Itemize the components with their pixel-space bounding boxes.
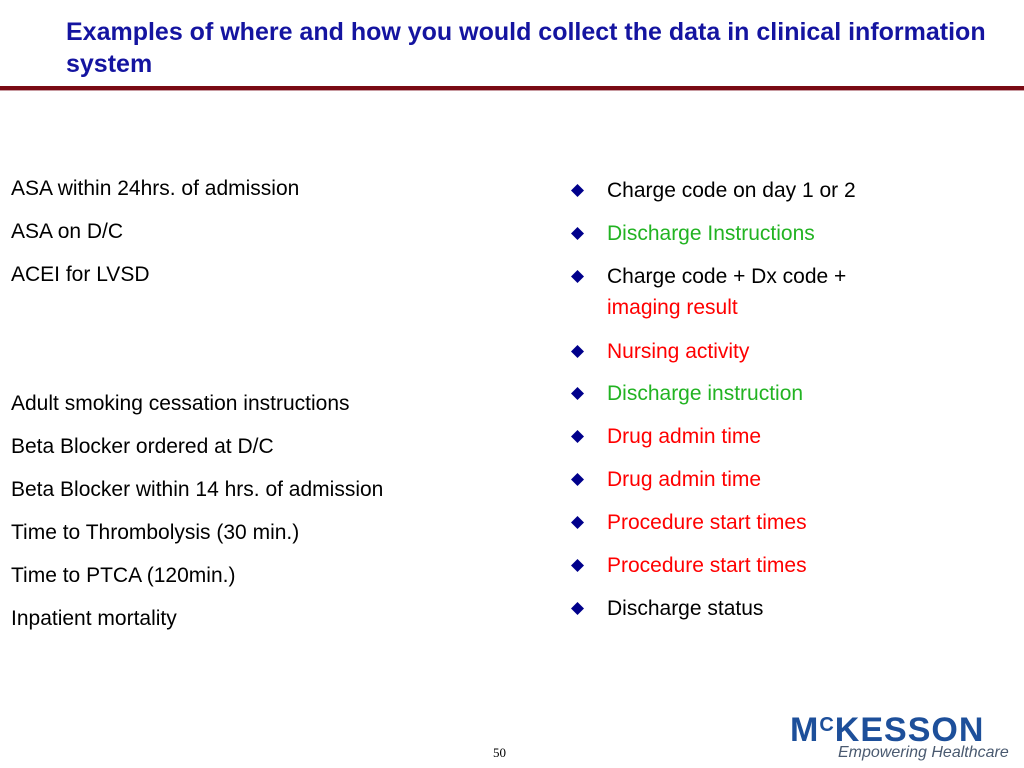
- measure-item: Time to PTCA (120min.): [11, 564, 236, 587]
- data-source-item: Discharge status: [607, 597, 764, 620]
- diamond-bullet-icon: [571, 602, 584, 615]
- diamond-bullet-icon: [571, 387, 584, 400]
- data-source-item: Drug admin time: [607, 468, 762, 491]
- data-source-item-continuation: imaging result: [607, 296, 738, 319]
- diamond-bullet-icon: [571, 270, 584, 283]
- data-source-item: Procedure start times: [607, 511, 807, 534]
- measure-item: Time to Thrombolysis (30 min.): [11, 521, 300, 544]
- title-divider-shadow: [0, 90, 1024, 91]
- data-source-item: Nursing activity: [607, 340, 750, 363]
- data-source-item: Drug admin time: [607, 425, 762, 448]
- data-source-item: Discharge Instructions: [607, 222, 815, 245]
- mckesson-logo: [790, 706, 1010, 768]
- measure-item: Inpatient mortality: [11, 607, 177, 630]
- logo-tagline: Empowering Healthcare: [838, 744, 1009, 761]
- diamond-bullet-icon: [571, 516, 584, 529]
- measure-item: ACEI for LVSD: [11, 263, 150, 286]
- page-number: 50: [493, 745, 506, 760]
- diamond-bullet-icon: [571, 227, 584, 240]
- measure-item: Adult smoking cessation instructions: [11, 392, 350, 415]
- slide-title: Examples of where and how you would collect the data in clinical information system: [66, 18, 986, 78]
- diamond-bullet-icon: [571, 184, 584, 197]
- diamond-bullet-icon: [571, 559, 584, 572]
- measure-item: Beta Blocker ordered at D/C: [11, 435, 274, 458]
- data-source-item: Charge code on day 1 or 2: [607, 179, 856, 202]
- diamond-bullet-icon: [571, 473, 584, 486]
- diamond-bullet-icon: [571, 345, 584, 358]
- measure-item: Beta Blocker within 14 hrs. of admission: [11, 478, 384, 501]
- logo-wordmark: $M^CKESSON$: [790, 711, 985, 749]
- measure-item: ASA within 24hrs. of admission: [11, 177, 300, 200]
- diamond-bullet-icon: [571, 430, 584, 443]
- data-source-item: Charge code + Dx code +: [607, 265, 847, 288]
- measure-item: ASA on D/C: [11, 220, 124, 243]
- data-source-item: Discharge instruction: [607, 382, 804, 405]
- data-source-item: Procedure start times: [607, 554, 807, 577]
